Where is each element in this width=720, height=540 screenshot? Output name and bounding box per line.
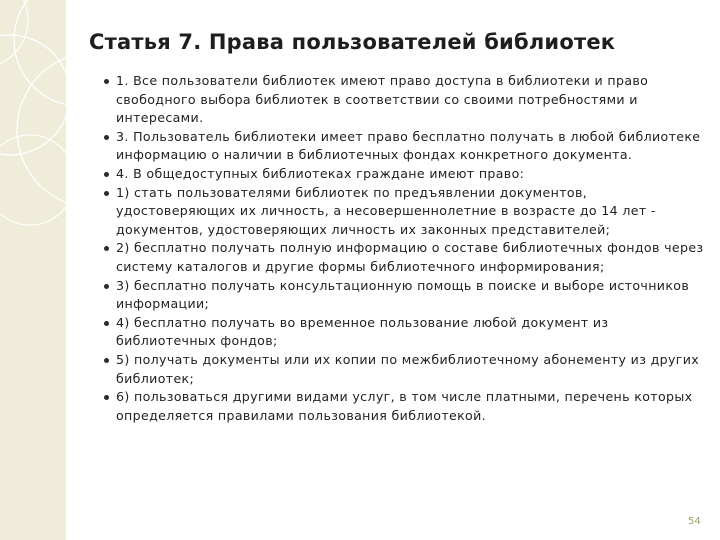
list-item [104, 277, 710, 314]
list-item-text: 4) бесплатно получать во временное пользование любой документ из библиотечных фондов; [116, 314, 609, 349]
list-item-text: 2) бесплатно получать полную информацию о составе библиотечных фондов через систему каталогов и другие формы библиотечного информирования; [116, 240, 704, 274]
list-item [104, 351, 710, 388]
bullet-icon [104, 172, 109, 177]
list-item [104, 314, 710, 351]
list-item [104, 128, 710, 165]
list-item-text: 3. Пользователь библиотеки имеет право бесплатно получать в любой библиотеке информацию о наличии в библиотечных фондах конкретного документа. [116, 128, 701, 163]
bullet-icon [104, 135, 109, 140]
list-item-text: 5) получать документы или их копии по межбиблиотечному абонементу из других библиотек; [116, 351, 700, 386]
list-item-text: 1. Все пользователи библиотек имеют право доступа в библиотеки и право свободного выбора библиотек в соответствии со своими потребностями и интересами. [116, 73, 649, 126]
decorative-band [0, 0, 66, 540]
bullet-icon [104, 395, 109, 400]
list-item [104, 388, 710, 425]
bullet-icon [104, 284, 109, 289]
list-item [104, 184, 710, 240]
bullet-icon [104, 191, 109, 196]
list-item-text: 3) бесплатно получать консультационную помощь в поиске и выборе источников информации; [116, 277, 690, 312]
bullet-icon [104, 79, 109, 84]
list-item-text: 6) пользоваться другими видами услуг, в том числе платными, перечень которых определяется правилами пользования библиотекой. [116, 389, 693, 423]
slide-title: Статья 7. Права пользователей библиотек [89, 30, 616, 54]
bullet-icon [104, 358, 109, 363]
list-item [104, 72, 710, 128]
list-item [104, 165, 710, 184]
bullet-icon [104, 321, 109, 326]
content-list [104, 72, 710, 425]
list-item [104, 239, 710, 276]
decorative-circles [0, 0, 66, 540]
bullet-icon [104, 246, 109, 251]
list-item-text: 1) стать пользователями библиотек по предъявлении документов, удостоверяющих их личность, а несовершеннолетние в возрасте до 14 лет - документов, удостоверяющих личность их законных представителей; [116, 184, 656, 237]
list-item-text: 4. В общедоступных библиотеках граждане имеют право: [116, 165, 525, 181]
page-number: 54 [688, 516, 701, 527]
